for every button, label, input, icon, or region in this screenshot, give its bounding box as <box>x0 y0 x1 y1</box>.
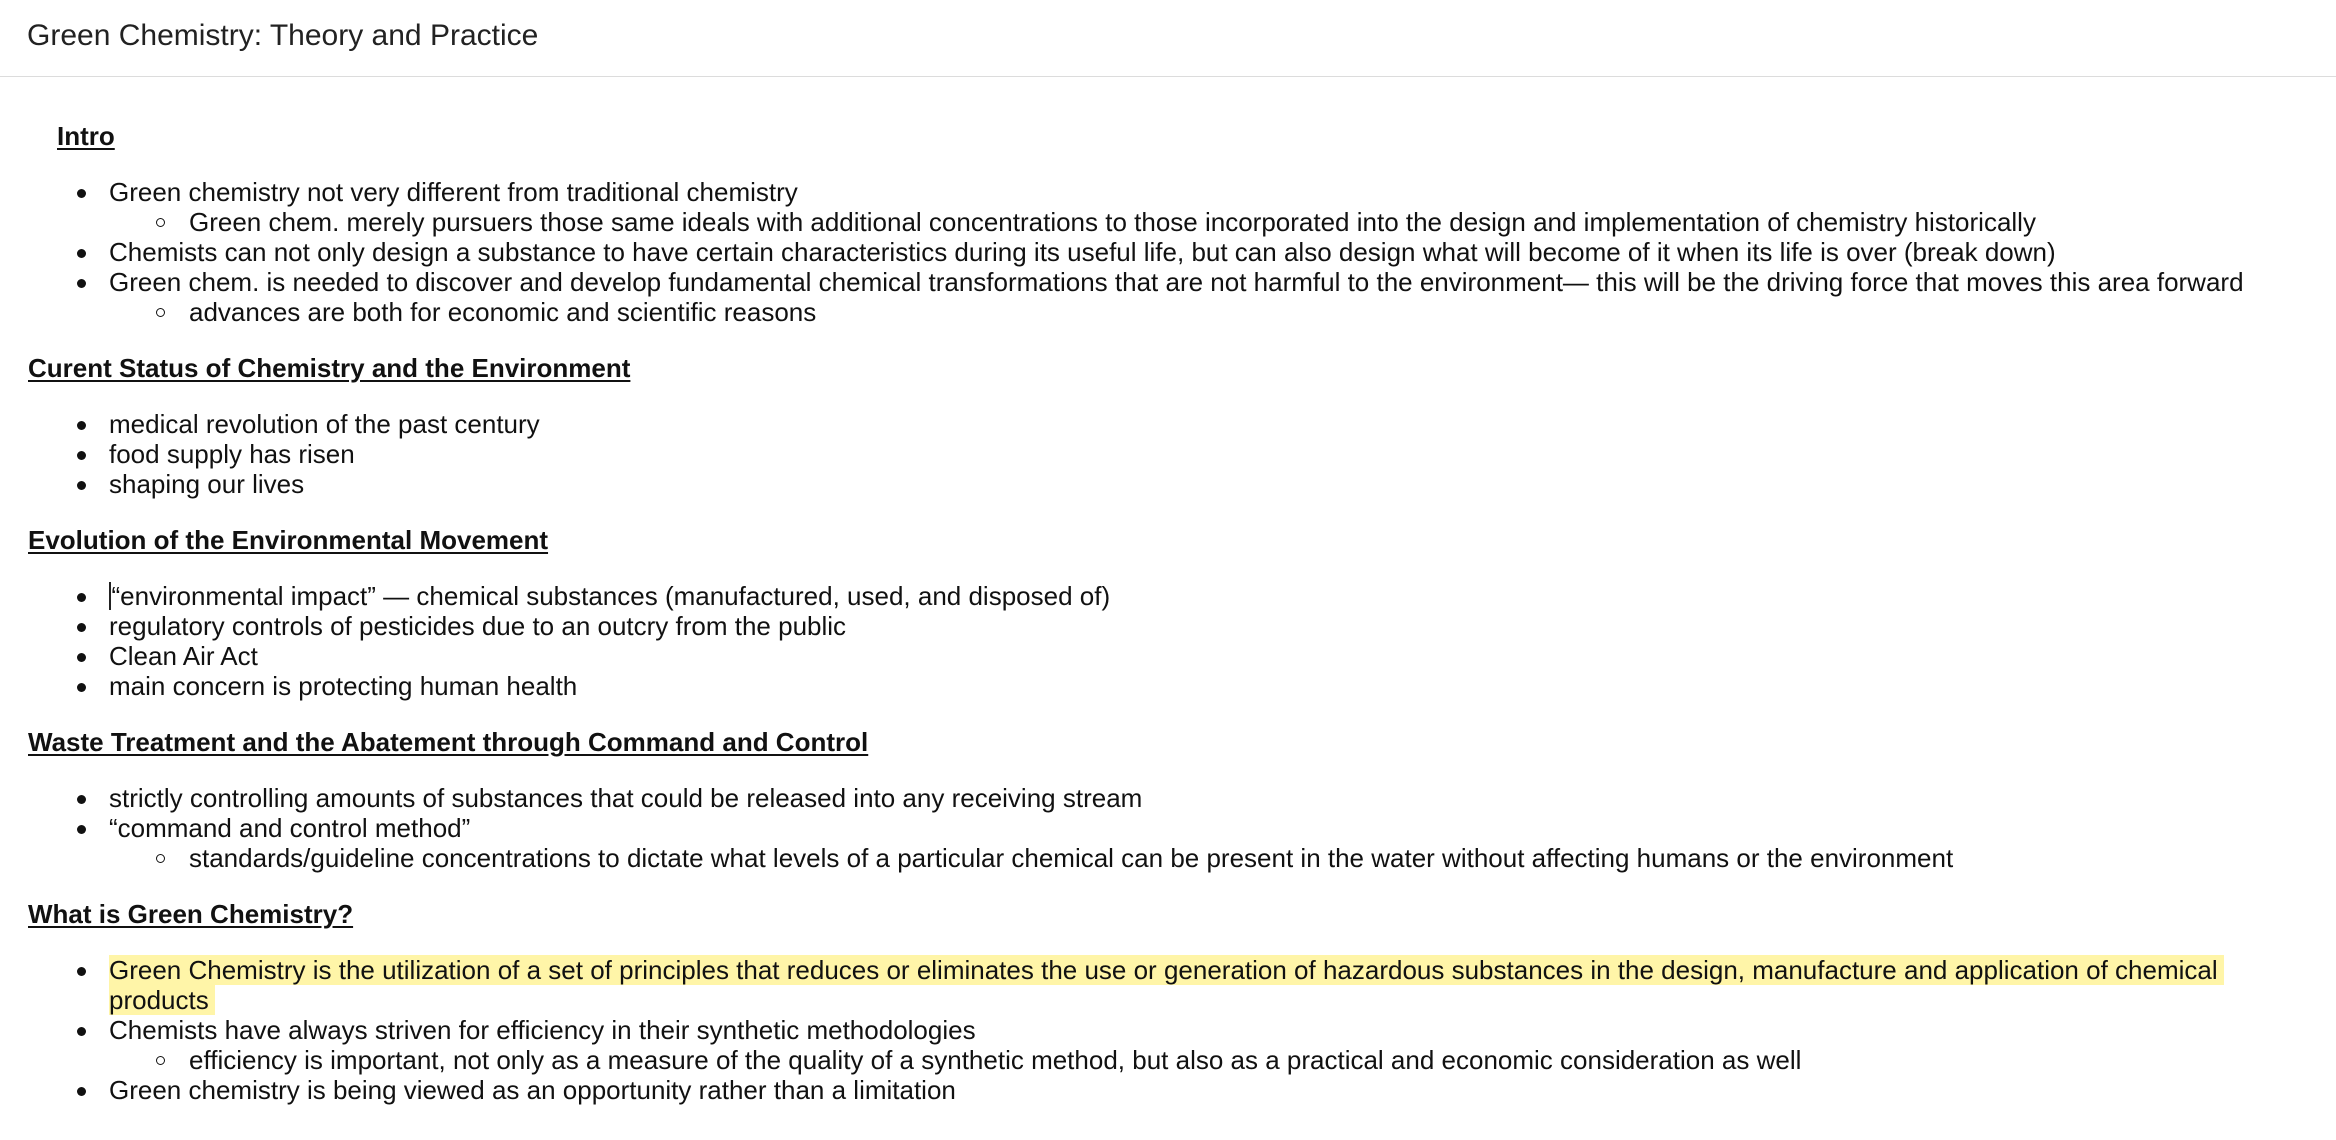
sub-bullet-item <box>0 843 2336 873</box>
section-evolution <box>0 525 2336 701</box>
bullet-text: “command and control method” <box>109 813 471 843</box>
bullet-item <box>0 611 2336 641</box>
bullet-text: Green chem. is needed to discover and develop fundamental chemical transformations that are not harmful to the environment— this will be the driving force that moves this area forward <box>109 267 2244 297</box>
bullet-list-intro <box>0 177 2336 327</box>
document-header <box>0 0 2336 77</box>
section-intro <box>0 121 2336 327</box>
bullet-text: food supply has risen <box>109 439 355 469</box>
bullet-item <box>0 439 2336 469</box>
document-title[interactable]: Green Chemistry: Theory and Practice <box>27 19 539 52</box>
bullet-text: shaping our lives <box>109 469 305 499</box>
bullet-text: “environmental impact” — chemical substances (manufactured, used, and disposed of) <box>111 581 1111 611</box>
highlighted-wrapper <box>109 955 2239 1015</box>
bullet-item <box>0 409 2336 439</box>
text-cursor <box>109 582 111 610</box>
bullet-text: strictly controlling amounts of substances that could be released into any receiving stream <box>109 783 1143 813</box>
sub-bullet-list <box>0 843 2336 873</box>
section-heading-current-status: Curent Status of Chemistry and the Environment <box>28 353 631 383</box>
bullet-list-what-is-green-chemistry <box>0 955 2336 1105</box>
bullet-text: Green chemistry is being viewed as an opportunity rather than a limitation <box>109 1075 956 1105</box>
bullet-item <box>0 267 2336 327</box>
bullet-item <box>0 783 2336 813</box>
bullet-text: Chemists have always striven for efficiency in their synthetic methodologies <box>109 1015 976 1045</box>
sub-bullet-text: advances are both for economic and scientific reasons <box>189 297 817 327</box>
document-body[interactable] <box>0 77 2336 1105</box>
bullet-list-current-status <box>0 409 2336 499</box>
bullet-item <box>0 813 2336 873</box>
section-heading-what-is-green-chemistry: What is Green Chemistry? <box>28 899 354 929</box>
section-heading-evolution: Evolution of the Environmental Movement <box>28 525 549 555</box>
section-what-is-green-chemistry <box>0 899 2336 1105</box>
bullet-text: regulatory controls of pesticides due to an outcry from the public <box>109 611 847 641</box>
sub-bullet-item <box>0 297 2336 327</box>
section-waste-treatment <box>0 727 2336 873</box>
bullet-item <box>0 177 2336 237</box>
bullet-item <box>0 581 2336 611</box>
bullet-item <box>0 237 2336 267</box>
bullet-item <box>0 1075 2336 1105</box>
section-heading-waste-treatment: Waste Treatment and the Abatement through Command and Control <box>28 727 869 757</box>
sub-bullet-text: standards/guideline concentrations to dictate what levels of a particular chemical can be present in the water without affecting humans or the environment <box>189 843 1954 873</box>
sub-bullet-item <box>0 1045 2336 1075</box>
bullet-item <box>0 671 2336 701</box>
sub-bullet-text: Green chem. merely pursuers those same ideals with additional concentrations to those incorporated into the design and implementation of chemistry historically <box>189 207 2036 237</box>
bullet-list-evolution <box>0 581 2336 701</box>
highlighted-text: Green Chemistry is the utilization of a set of principles that reduces or eliminates the use or generation of hazardous substances in the design, manufacture and application of chemical products <box>109 955 2224 1015</box>
section-heading-intro: Intro <box>57 121 115 151</box>
bullet-text: main concern is protecting human health <box>109 671 578 701</box>
bullet-list-waste-treatment <box>0 783 2336 873</box>
bullet-text: Chemists can not only design a substance to have certain characteristics during its useful life, but can also design what will become of it when its life is over (break down) <box>109 237 2056 267</box>
sub-bullet-list <box>0 207 2336 237</box>
bullet-text: medical revolution of the past century <box>109 409 540 439</box>
bullet-item <box>0 469 2336 499</box>
sub-bullet-item <box>0 207 2336 237</box>
bullet-text: Green chemistry not very different from traditional chemistry <box>109 177 798 207</box>
bullet-item <box>0 1015 2336 1075</box>
bullet-text: Clean Air Act <box>109 641 258 671</box>
sub-bullet-text: efficiency is important, not only as a measure of the quality of a synthetic method, but also as a practical and economic consideration as well <box>189 1045 1802 1075</box>
bullet-item-highlighted <box>0 955 2336 1015</box>
sub-bullet-list <box>0 297 2336 327</box>
sub-bullet-list <box>0 1045 2336 1075</box>
bullet-item <box>0 641 2336 671</box>
section-current-status <box>0 353 2336 499</box>
